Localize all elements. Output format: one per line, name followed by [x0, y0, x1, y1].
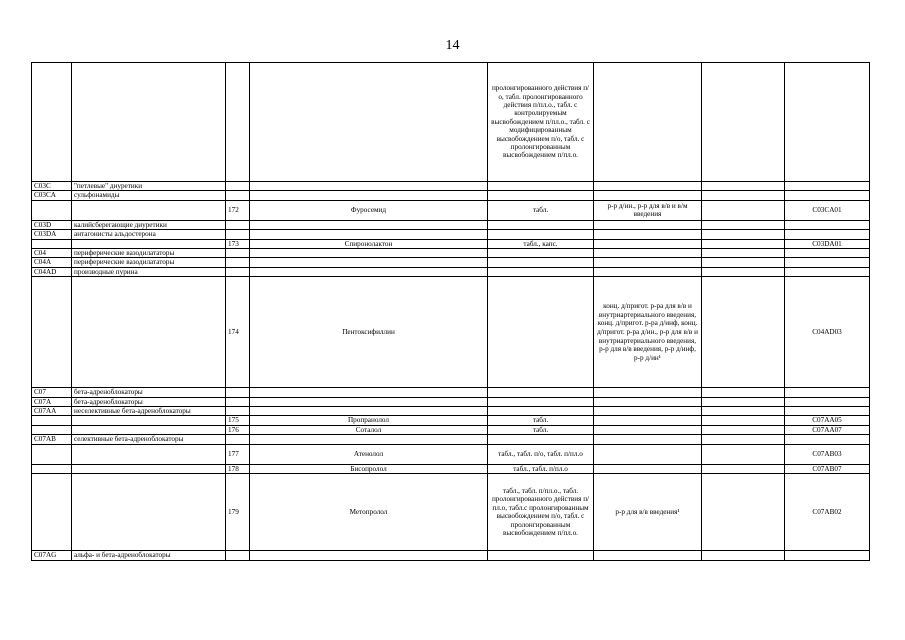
table-row	[32, 407, 870, 416]
extra-cell	[702, 277, 785, 388]
atc-code	[785, 230, 870, 239]
row-number: 173	[226, 239, 250, 248]
drug-name	[250, 191, 488, 200]
group-name: бета-адреноблокаторы	[72, 388, 226, 397]
injection-form	[594, 388, 702, 397]
table-body	[32, 63, 870, 561]
row-number: 174	[226, 277, 250, 388]
extra-cell	[702, 200, 785, 220]
drug-name: Метопролол	[250, 474, 488, 551]
group-name	[72, 239, 226, 248]
row-number	[226, 63, 250, 182]
dosage-form: пролонгированного действия п/о, табл. пролонгированного действия п/пл.о., табл. с контролируемым высвобождением п/пл.о., табл. с модифицированным высвобождением п/о, табл. с пролонгированным высвобождением п/пл.о.	[488, 63, 594, 182]
table-row	[32, 191, 870, 200]
extra-cell	[702, 182, 785, 191]
atc-code	[785, 407, 870, 416]
drug-name: Пентоксифиллин	[250, 277, 488, 388]
drug-name: Фуросемид	[250, 200, 488, 220]
atc-code: C07AA07	[785, 425, 870, 434]
table-row	[32, 416, 870, 425]
atc-code: C03CA01	[785, 200, 870, 220]
atc-code: C07AB03	[785, 444, 870, 464]
extra-cell	[702, 435, 785, 444]
atc-group-code	[32, 416, 72, 425]
extra-cell	[702, 239, 785, 248]
dosage-form	[488, 397, 594, 406]
group-name	[72, 63, 226, 182]
dosage-form	[488, 407, 594, 416]
injection-form: р-р для в/в введения¹	[594, 474, 702, 551]
extra-cell	[702, 425, 785, 434]
dosage-form	[488, 435, 594, 444]
extra-cell	[702, 191, 785, 200]
drug-name	[250, 220, 488, 229]
table-row	[32, 435, 870, 444]
row-number	[226, 191, 250, 200]
atc-code	[785, 249, 870, 258]
row-number	[226, 551, 250, 560]
atc-group-code: C07AA	[32, 407, 72, 416]
injection-form	[594, 444, 702, 464]
table-row	[32, 239, 870, 248]
injection-form	[594, 435, 702, 444]
atc-group-code: C03D	[32, 220, 72, 229]
extra-cell	[702, 230, 785, 239]
atc-code	[785, 388, 870, 397]
atc-group-code: C04A	[32, 258, 72, 267]
table-row	[32, 444, 870, 464]
atc-group-code: C03C	[32, 182, 72, 191]
drug-name: Пропранолол	[250, 416, 488, 425]
row-number	[226, 220, 250, 229]
injection-form	[594, 63, 702, 182]
drug-name: Атенолол	[250, 444, 488, 464]
dosage-form	[488, 191, 594, 200]
table-row	[32, 230, 870, 239]
drug-name	[250, 267, 488, 276]
table-row	[32, 220, 870, 229]
atc-code	[785, 258, 870, 267]
atc-code	[785, 63, 870, 182]
table-row	[32, 63, 870, 182]
atc-code	[785, 191, 870, 200]
group-name: периферические вазодилататоры	[72, 258, 226, 267]
table-row	[32, 267, 870, 276]
table-row	[32, 249, 870, 258]
row-number: 179	[226, 474, 250, 551]
dosage-form: табл., табл. п/пл.о	[488, 464, 594, 473]
drug-name: Соталол	[250, 425, 488, 434]
drug-name	[250, 249, 488, 258]
dosage-form	[488, 249, 594, 258]
table-row	[32, 474, 870, 551]
extra-cell	[702, 444, 785, 464]
atc-group-code: C07AB	[32, 435, 72, 444]
group-name	[72, 444, 226, 464]
injection-form	[594, 258, 702, 267]
extra-cell	[702, 407, 785, 416]
group-name: калийсберегающие диуретики	[72, 220, 226, 229]
extra-cell	[702, 388, 785, 397]
extra-cell	[702, 474, 785, 551]
injection-form	[594, 267, 702, 276]
dosage-form: табл., табл. п/пл.о., табл. пролонгированного действия п/пл.о, табл.с пролонгированным высвобождением п/о, табл. с пролонгированным высвобождением п/пл.о.	[488, 474, 594, 551]
drug-name	[250, 230, 488, 239]
table-row	[32, 397, 870, 406]
drug-name	[250, 182, 488, 191]
row-number: 178	[226, 464, 250, 473]
extra-cell	[702, 63, 785, 182]
row-number	[226, 388, 250, 397]
row-number	[226, 182, 250, 191]
drug-name	[250, 258, 488, 267]
dosage-form: табл.	[488, 425, 594, 434]
injection-form: конц. д/пригот. р-ра для в/в и внутриартериального введения, конц. д/пригот. р-ра д/инф, конц. д/пригот. р-ра д/ин., р-р для в/в и внутриартериального введения, р-р для в/в введения, р-р д/инф, р-р д/ин¹	[594, 277, 702, 388]
row-number: 172	[226, 200, 250, 220]
row-number: 175	[226, 416, 250, 425]
extra-cell	[702, 416, 785, 425]
atc-group-code	[32, 464, 72, 473]
drug-name	[250, 388, 488, 397]
page-number: 14	[445, 38, 460, 53]
extra-cell	[702, 464, 785, 473]
extra-cell	[702, 267, 785, 276]
extra-cell	[702, 397, 785, 406]
row-number	[226, 230, 250, 239]
atc-group-code	[32, 63, 72, 182]
atc-code: C07AB02	[785, 474, 870, 551]
dosage-form: табл., табл. п/о, табл. п/пл.о	[488, 444, 594, 464]
injection-form	[594, 397, 702, 406]
table-row	[32, 551, 870, 560]
dosage-form	[488, 277, 594, 388]
group-name: селективные бета-адреноблокаторы	[72, 435, 226, 444]
group-name: "петлевые" диуретики	[72, 182, 226, 191]
atc-code	[785, 551, 870, 560]
atc-code	[785, 435, 870, 444]
injection-form	[594, 220, 702, 229]
injection-form	[594, 464, 702, 473]
injection-form	[594, 407, 702, 416]
atc-group-code	[32, 239, 72, 248]
atc-group-code	[32, 425, 72, 434]
row-number: 176	[226, 425, 250, 434]
atc-group-code: C03CA	[32, 191, 72, 200]
injection-form	[594, 416, 702, 425]
extra-cell	[702, 249, 785, 258]
group-name: неселективные бета-адреноблокаторы	[72, 407, 226, 416]
atc-code	[785, 220, 870, 229]
row-number	[226, 249, 250, 258]
atc-group-code	[32, 200, 72, 220]
atc-group-code: C07A	[32, 397, 72, 406]
group-name: антагонисты альдостерона	[72, 230, 226, 239]
group-name	[72, 425, 226, 434]
atc-group-code: C04	[32, 249, 72, 258]
injection-form	[594, 239, 702, 248]
row-number	[226, 397, 250, 406]
extra-cell	[702, 220, 785, 229]
atc-code: C07AA05	[785, 416, 870, 425]
atc-code: C07AB07	[785, 464, 870, 473]
atc-group-code: C03DA	[32, 230, 72, 239]
group-name: бета-адреноблокаторы	[72, 397, 226, 406]
injection-form	[594, 182, 702, 191]
group-name: сульфонамиды	[72, 191, 226, 200]
group-name	[72, 464, 226, 473]
dosage-form	[488, 551, 594, 560]
group-name	[72, 474, 226, 551]
atc-code: C03DA01	[785, 239, 870, 248]
drug-name	[250, 407, 488, 416]
atc-group-code	[32, 277, 72, 388]
group-name: производные пурина	[72, 267, 226, 276]
atc-code: C04AD03	[785, 277, 870, 388]
atc-group-code	[32, 474, 72, 551]
drug-table	[31, 62, 870, 561]
drug-name: Спиронолактон	[250, 239, 488, 248]
drug-name	[250, 63, 488, 182]
drug-name	[250, 435, 488, 444]
drug-name	[250, 551, 488, 560]
group-name: альфа- и бета-адреноблокаторы	[72, 551, 226, 560]
dosage-form	[488, 220, 594, 229]
dosage-form	[488, 267, 594, 276]
row-number	[226, 407, 250, 416]
injection-form	[594, 191, 702, 200]
atc-code	[785, 182, 870, 191]
injection-form	[594, 249, 702, 258]
row-number: 177	[226, 444, 250, 464]
table-row	[32, 425, 870, 434]
dosage-form: табл.	[488, 416, 594, 425]
table-row	[32, 200, 870, 220]
dosage-form: табл., капс.	[488, 239, 594, 248]
extra-cell	[702, 258, 785, 267]
table-row	[32, 277, 870, 388]
injection-form	[594, 230, 702, 239]
group-name	[72, 277, 226, 388]
group-name: периферические вазодилататоры	[72, 249, 226, 258]
dosage-form	[488, 230, 594, 239]
drug-name: Бисопролол	[250, 464, 488, 473]
injection-form: р-р д/ин., р-р для в/в и в/м введения	[594, 200, 702, 220]
dosage-form: табл.	[488, 200, 594, 220]
injection-form	[594, 551, 702, 560]
row-number	[226, 258, 250, 267]
group-name	[72, 416, 226, 425]
drug-name	[250, 397, 488, 406]
injection-form	[594, 425, 702, 434]
table-row	[32, 464, 870, 473]
dosage-form	[488, 388, 594, 397]
dosage-form	[488, 182, 594, 191]
row-number	[226, 267, 250, 276]
atc-code	[785, 397, 870, 406]
table-row	[32, 182, 870, 191]
atc-group-code	[32, 444, 72, 464]
atc-group-code: C07AG	[32, 551, 72, 560]
atc-code	[785, 267, 870, 276]
table-row	[32, 258, 870, 267]
dosage-form	[488, 258, 594, 267]
row-number	[226, 435, 250, 444]
group-name	[72, 200, 226, 220]
atc-group-code: C04AD	[32, 267, 72, 276]
table-row	[32, 388, 870, 397]
atc-group-code: C07	[32, 388, 72, 397]
extra-cell	[702, 551, 785, 560]
